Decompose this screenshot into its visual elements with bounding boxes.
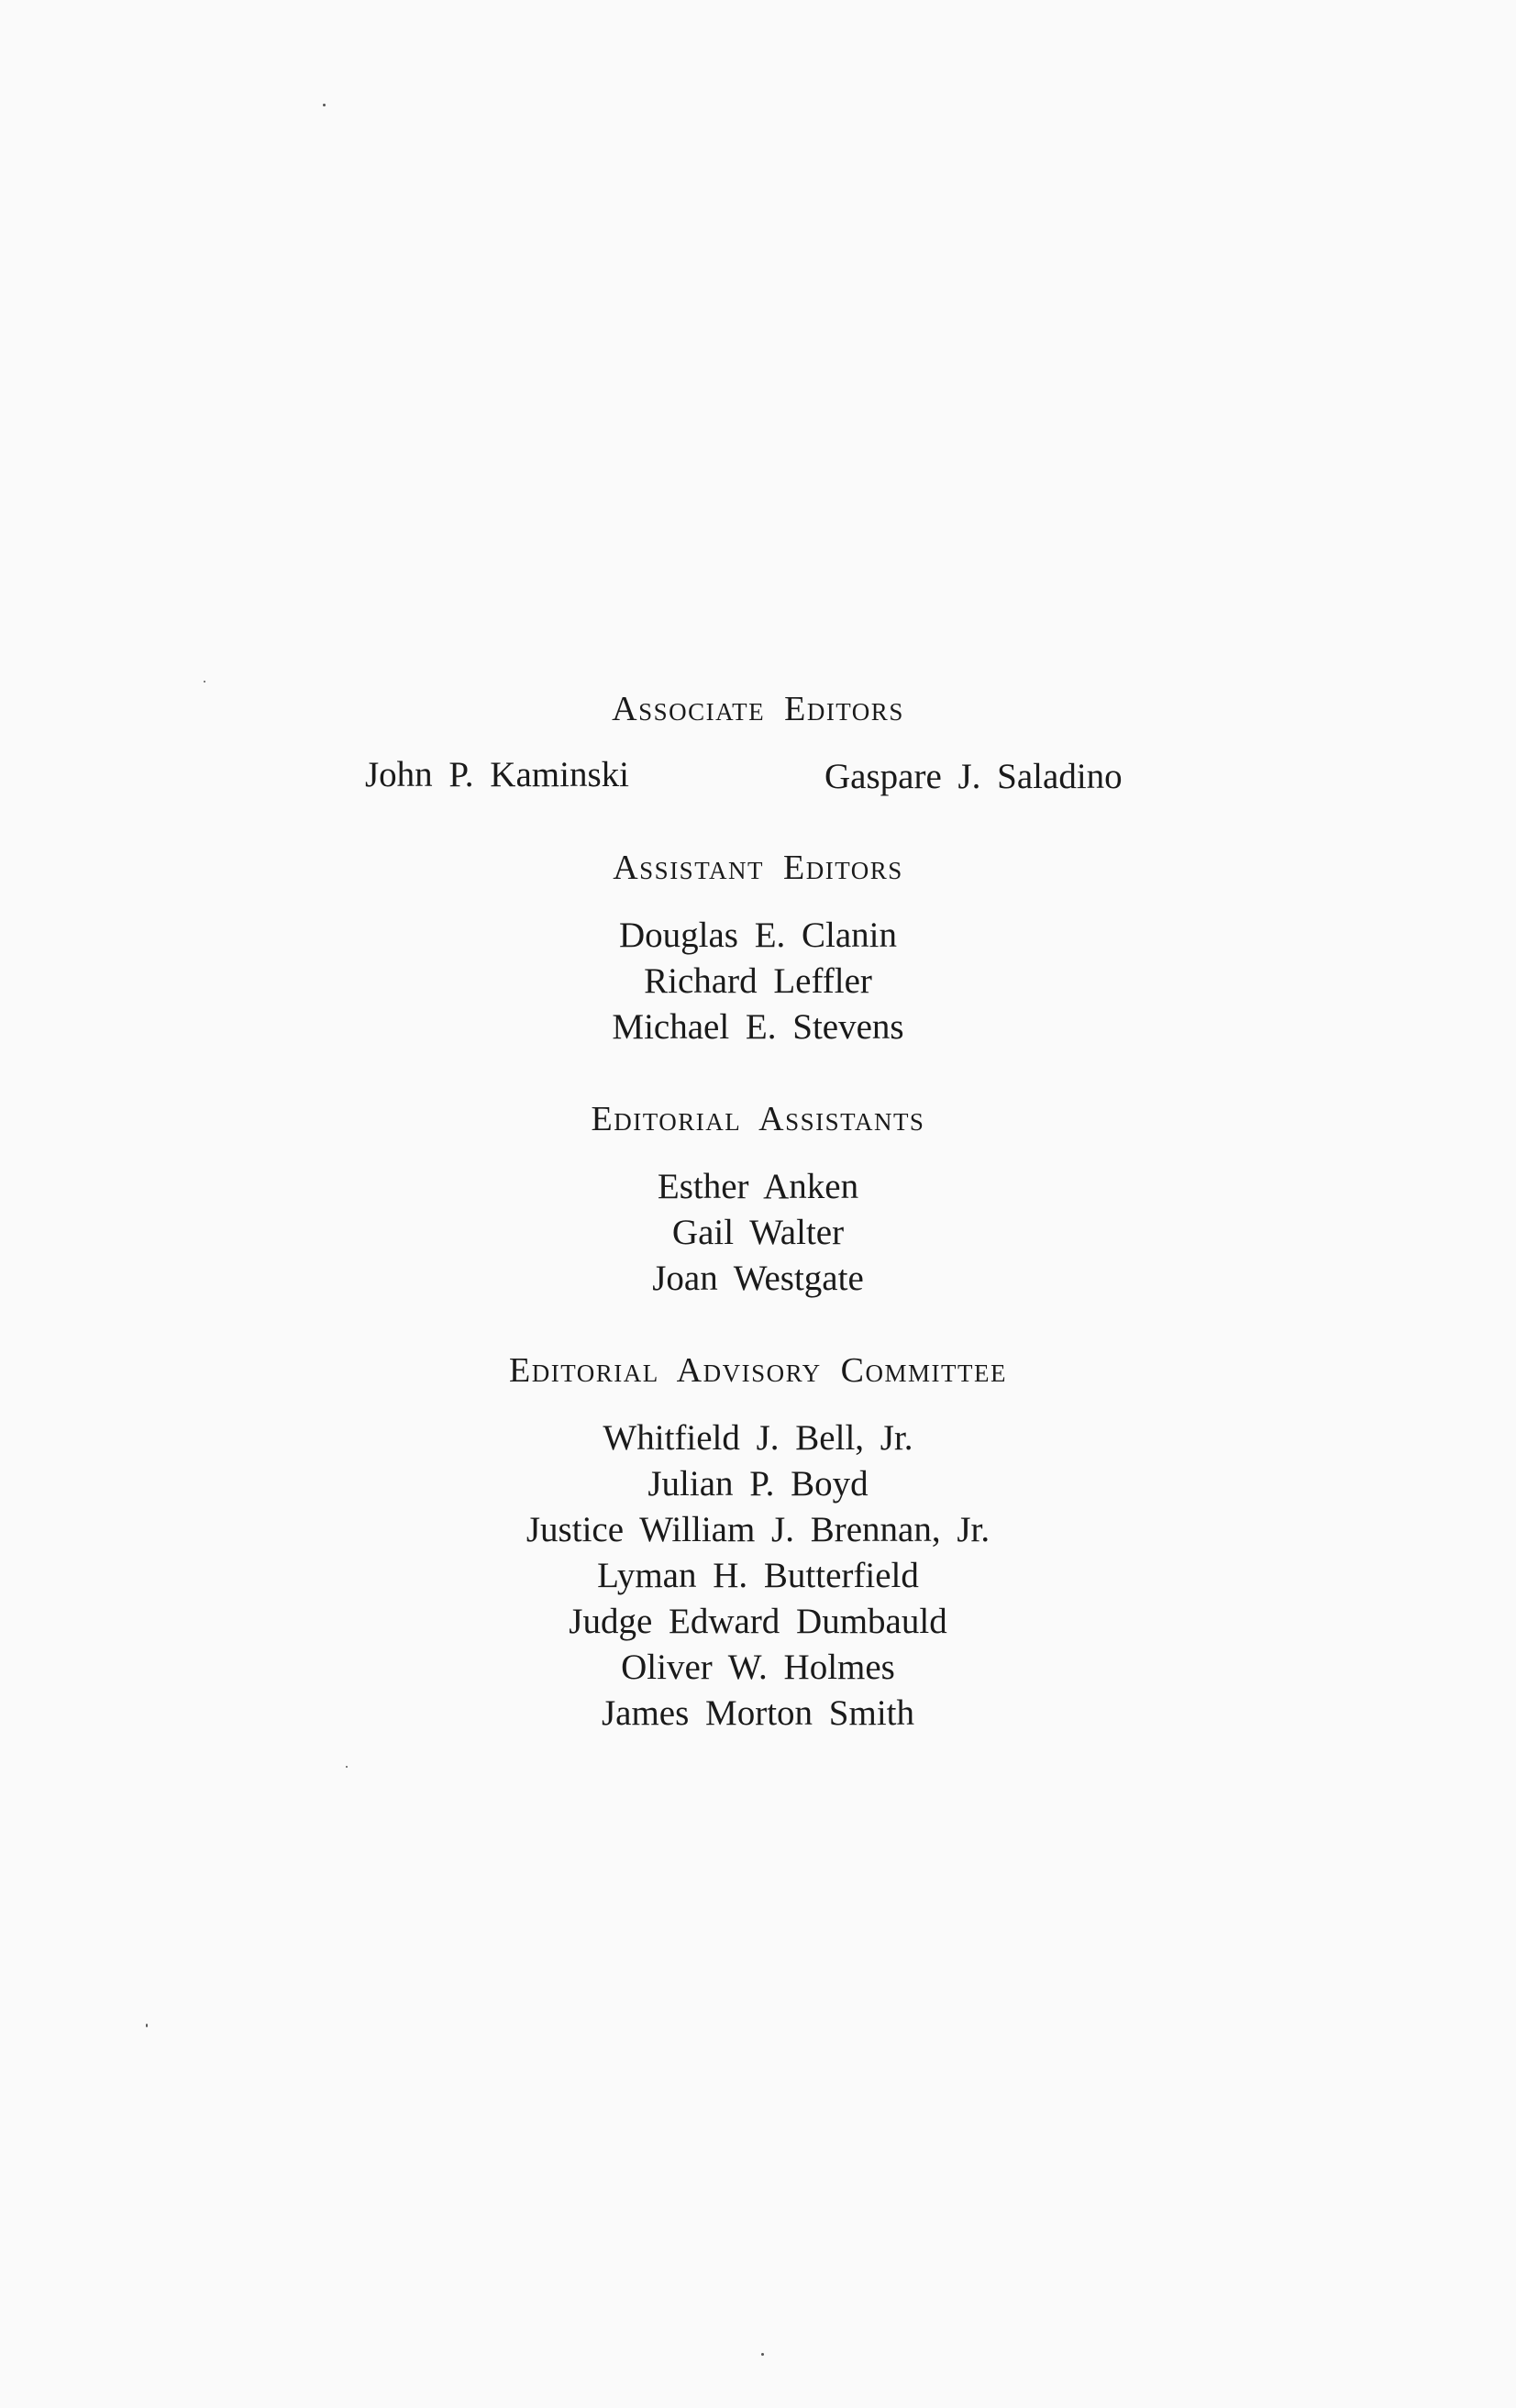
scan-speck (346, 1766, 348, 1768)
editorial-assistant-name: Gail Walter (671, 1213, 845, 1252)
scan-speck (146, 2024, 148, 2027)
committee-member-name: Julian P. Boyd (647, 1464, 869, 1504)
assistant-editor-name: Michael E. Stevens (612, 1007, 904, 1047)
scan-speck (204, 681, 205, 682)
assistant-editor-name: Richard Leffler (644, 961, 872, 1001)
associate-editor-name: John P. Kaminski (365, 755, 629, 794)
committee-member-name: Lyman H. Butterfield (597, 1556, 919, 1595)
associate-editor-name: Gaspare J. Saladino (824, 757, 1123, 796)
committee-member-name: Judge Edward Dumbauld (569, 1602, 947, 1641)
editorial-advisory-committee-list (0, 1415, 1516, 1737)
committee-member-name: Justice William J. Brennan, Jr. (526, 1510, 990, 1549)
editorial-assistants-heading: Editorial Assistants (591, 1100, 925, 1138)
assistant-editors-heading: Assistant Editors (613, 849, 903, 887)
committee-member-name: Oliver W. Holmes (621, 1648, 895, 1687)
committee-member-name: James Morton Smith (601, 1693, 914, 1733)
associate-editors-heading: Associate Editors (612, 690, 904, 728)
editorial-assistant-name: Esther Anken (657, 1167, 859, 1206)
scan-speck (761, 2353, 764, 2356)
editorial-assistant-name: Joan Westgate (652, 1259, 864, 1298)
committee-member-name: Whitfield J. Bell, Jr. (603, 1418, 913, 1458)
editorial-advisory-committee-heading: Editorial Advisory Committee (509, 1351, 1007, 1390)
scan-speck (323, 104, 326, 106)
assistant-editors-list (0, 913, 1516, 1050)
assistant-editor-name: Douglas E. Clanin (618, 915, 898, 955)
editorial-assistants-list (0, 1164, 1516, 1302)
